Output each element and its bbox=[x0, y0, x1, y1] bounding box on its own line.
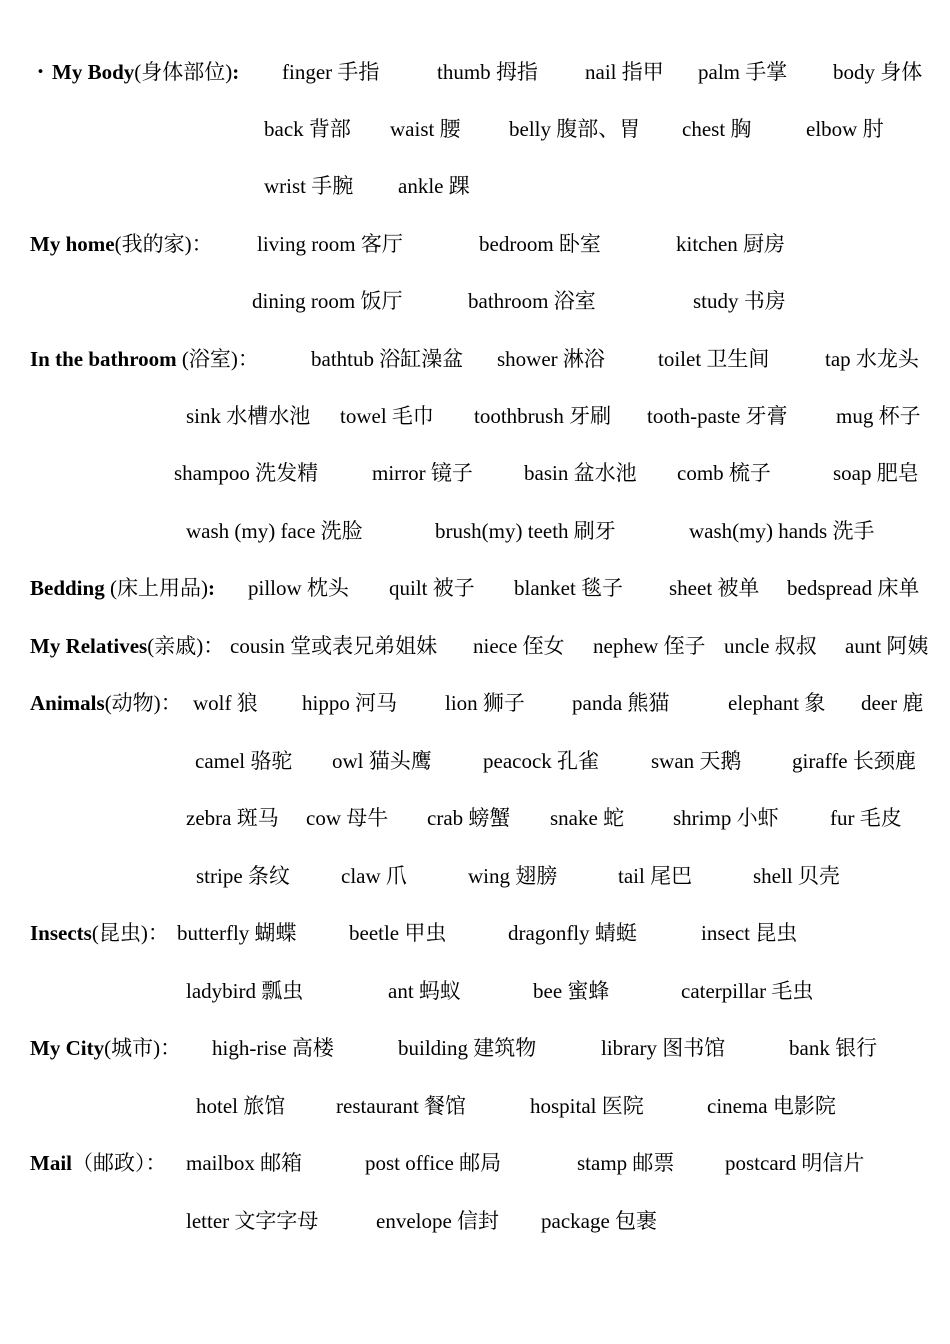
vocab-entry: blanket 毯子 bbox=[514, 576, 624, 600]
vocab-entry: beetle 甲虫 bbox=[349, 921, 447, 945]
vocab-line bbox=[0, 166, 950, 206]
vocab-entry: chest 胸 bbox=[682, 117, 752, 141]
vocab-entry: bee 蜜蜂 bbox=[533, 979, 610, 1003]
section-my-body bbox=[0, 52, 950, 92]
vocab-entry: letter 文字字母 bbox=[186, 1209, 319, 1233]
vocab-entry: hippo 河马 bbox=[302, 691, 398, 715]
vocab-entry: pillow 枕头 bbox=[248, 576, 349, 600]
vocab-entry: elbow 肘 bbox=[806, 117, 884, 141]
vocab-entry: back 背部 bbox=[264, 117, 351, 141]
vocab-entry: ankle 踝 bbox=[398, 174, 470, 198]
section-bedding bbox=[0, 568, 950, 608]
vocab-entry: palm 手掌 bbox=[698, 60, 788, 84]
vocab-entry: deer 鹿 bbox=[861, 691, 924, 715]
vocab-line bbox=[0, 971, 950, 1011]
vocab-entry: postcard 明信片 bbox=[725, 1151, 865, 1175]
vocab-entry: wrist 手腕 bbox=[264, 174, 354, 198]
section-insects bbox=[0, 913, 950, 953]
vocab-entry: wash (my) face 洗脸 bbox=[186, 519, 363, 543]
vocab-entry: hospital 医院 bbox=[530, 1094, 644, 1118]
vocab-entry: shower 淋浴 bbox=[497, 347, 605, 371]
vocab-entry: owl 猫头鹰 bbox=[332, 749, 432, 773]
vocab-entry: mailbox 邮箱 bbox=[186, 1151, 303, 1175]
vocab-entry: post office 邮局 bbox=[365, 1151, 502, 1175]
vocab-entry: waist 腰 bbox=[390, 117, 461, 141]
vocab-entry: quilt 被子 bbox=[389, 576, 475, 600]
vocab-entry: building 建筑物 bbox=[398, 1036, 537, 1060]
vocab-entry: cousin 堂或表兄弟姐妹 bbox=[230, 634, 438, 658]
vocab-entry: cow 母牛 bbox=[306, 806, 389, 830]
vocab-entry: elephant 象 bbox=[728, 691, 826, 715]
vocab-entry: cinema 电影院 bbox=[707, 1094, 836, 1118]
vocab-entry: nail 指甲 bbox=[585, 60, 664, 84]
vocab-entry: wolf 狼 bbox=[193, 691, 258, 715]
vocab-entry: sink 水槽水池 bbox=[186, 404, 311, 428]
vocab-line bbox=[0, 396, 950, 436]
vocab-entry: tap 水龙头 bbox=[825, 347, 919, 371]
vocab-entry: shampoo 洗发精 bbox=[174, 461, 319, 485]
vocab-entry: fur 毛皮 bbox=[830, 806, 902, 830]
vocab-entry: body 身体 bbox=[833, 60, 923, 84]
vocab-entry: comb 梳子 bbox=[677, 461, 771, 485]
vocab-entry: package 包裹 bbox=[541, 1209, 658, 1233]
vocab-entry: high-rise 高楼 bbox=[212, 1036, 334, 1060]
vocab-entry: uncle 叔叔 bbox=[724, 634, 817, 658]
vocab-entry: stamp 邮票 bbox=[577, 1151, 675, 1175]
section-mail bbox=[0, 1143, 950, 1183]
vocab-line bbox=[0, 281, 950, 321]
vocab-entry: tail 尾巴 bbox=[618, 864, 693, 888]
vocab-entry: swan 天鹅 bbox=[651, 749, 742, 773]
vocab-entry: shrimp 小虾 bbox=[673, 806, 779, 830]
vocab-entry: towel 毛巾 bbox=[340, 404, 434, 428]
vocab-entry: bathtub 浴缸澡盆 bbox=[311, 347, 464, 371]
vocab-entry: claw 爪 bbox=[341, 864, 407, 888]
vocab-entry: brush(my) teeth 刷牙 bbox=[435, 519, 616, 543]
vocab-entry: mirror 镜子 bbox=[372, 461, 473, 485]
vocab-entry: giraffe 长颈鹿 bbox=[792, 749, 916, 773]
vocab-entry: ladybird 瓢虫 bbox=[186, 979, 304, 1003]
vocab-entry: camel 骆驼 bbox=[195, 749, 293, 773]
vocab-entry: dragonfly 蜻蜓 bbox=[508, 921, 637, 945]
category-title: My Relatives(亲戚)： bbox=[30, 634, 225, 658]
vocab-line bbox=[0, 798, 950, 838]
vocab-entry: dining room 饭厅 bbox=[252, 289, 403, 313]
vocab-entry: mug 杯子 bbox=[836, 404, 921, 428]
section-bathroom bbox=[0, 339, 950, 379]
category-title: Animals(动物)： bbox=[30, 691, 182, 715]
category-title: Mail（邮政）： bbox=[30, 1151, 167, 1175]
bullet-marker: ・ bbox=[30, 60, 51, 84]
vocab-entry: wing 翅膀 bbox=[468, 864, 558, 888]
section-my-city bbox=[0, 1028, 950, 1068]
vocab-entry: sheet 被单 bbox=[669, 576, 760, 600]
vocab-entry: soap 肥皂 bbox=[833, 461, 919, 485]
section-my-home bbox=[0, 224, 950, 264]
vocab-line bbox=[0, 741, 950, 781]
vocab-entry: toilet 卫生间 bbox=[658, 347, 770, 371]
vocab-entry: bedspread 床单 bbox=[787, 576, 920, 600]
vocab-line bbox=[0, 1086, 950, 1126]
vocab-entry: kitchen 厨房 bbox=[676, 232, 786, 256]
category-title: My home(我的家)： bbox=[30, 232, 213, 256]
vocab-entry: insect 昆虫 bbox=[701, 921, 798, 945]
vocab-line bbox=[0, 511, 950, 551]
vocab-entry: peacock 孔雀 bbox=[483, 749, 600, 773]
vocab-entry: bedroom 卧室 bbox=[479, 232, 601, 256]
vocab-entry: zebra 斑马 bbox=[186, 806, 279, 830]
vocab-entry: restaurant 餐馆 bbox=[336, 1094, 467, 1118]
vocab-line bbox=[0, 109, 950, 149]
category-title: In the bathroom (浴室)： bbox=[30, 347, 259, 371]
vocab-entry: bank 银行 bbox=[789, 1036, 878, 1060]
vocab-entry: thumb 拇指 bbox=[437, 60, 538, 84]
vocab-entry: butterfly 蝴蝶 bbox=[177, 921, 297, 945]
category-title: My Body(身体部位): bbox=[52, 60, 240, 84]
vocab-entry: library 图书馆 bbox=[601, 1036, 726, 1060]
vocab-entry: finger 手指 bbox=[282, 60, 380, 84]
section-animals bbox=[0, 683, 950, 723]
category-title: Bedding (床上用品): bbox=[30, 576, 215, 600]
vocab-entry: stripe 条纹 bbox=[196, 864, 290, 888]
vocab-entry: tooth-paste 牙膏 bbox=[647, 404, 788, 428]
vocab-entry: panda 熊猫 bbox=[572, 691, 670, 715]
vocab-line bbox=[0, 856, 950, 896]
section-relatives bbox=[0, 626, 950, 666]
vocab-entry: aunt 阿姨 bbox=[845, 634, 929, 658]
vocab-entry: wash(my) hands 洗手 bbox=[689, 519, 875, 543]
vocab-entry: belly 腹部、胃 bbox=[509, 117, 641, 141]
vocab-line bbox=[0, 453, 950, 493]
vocab-entry: shell 贝壳 bbox=[753, 864, 840, 888]
vocab-entry: caterpillar 毛虫 bbox=[681, 979, 814, 1003]
vocab-entry: envelope 信封 bbox=[376, 1209, 500, 1233]
vocab-entry: study 书房 bbox=[693, 289, 786, 313]
vocab-entry: snake 蛇 bbox=[550, 806, 625, 830]
vocab-entry: bathroom 浴室 bbox=[468, 289, 596, 313]
vocab-entry: basin 盆水池 bbox=[524, 461, 637, 485]
category-title: Insects(昆虫)： bbox=[30, 921, 169, 945]
vocab-entry: nephew 侄子 bbox=[593, 634, 706, 658]
vocab-entry: living room 客厅 bbox=[257, 232, 403, 256]
vocab-entry: ant 蚂蚁 bbox=[388, 979, 461, 1003]
category-title: My City(城市)： bbox=[30, 1036, 182, 1060]
vocab-entry: niece 侄女 bbox=[473, 634, 565, 658]
vocab-entry: crab 螃蟹 bbox=[427, 806, 511, 830]
vocab-entry: toothbrush 牙刷 bbox=[474, 404, 612, 428]
vocab-entry: lion 狮子 bbox=[445, 691, 525, 715]
vocab-entry: hotel 旅馆 bbox=[196, 1094, 286, 1118]
vocab-line bbox=[0, 1201, 950, 1241]
